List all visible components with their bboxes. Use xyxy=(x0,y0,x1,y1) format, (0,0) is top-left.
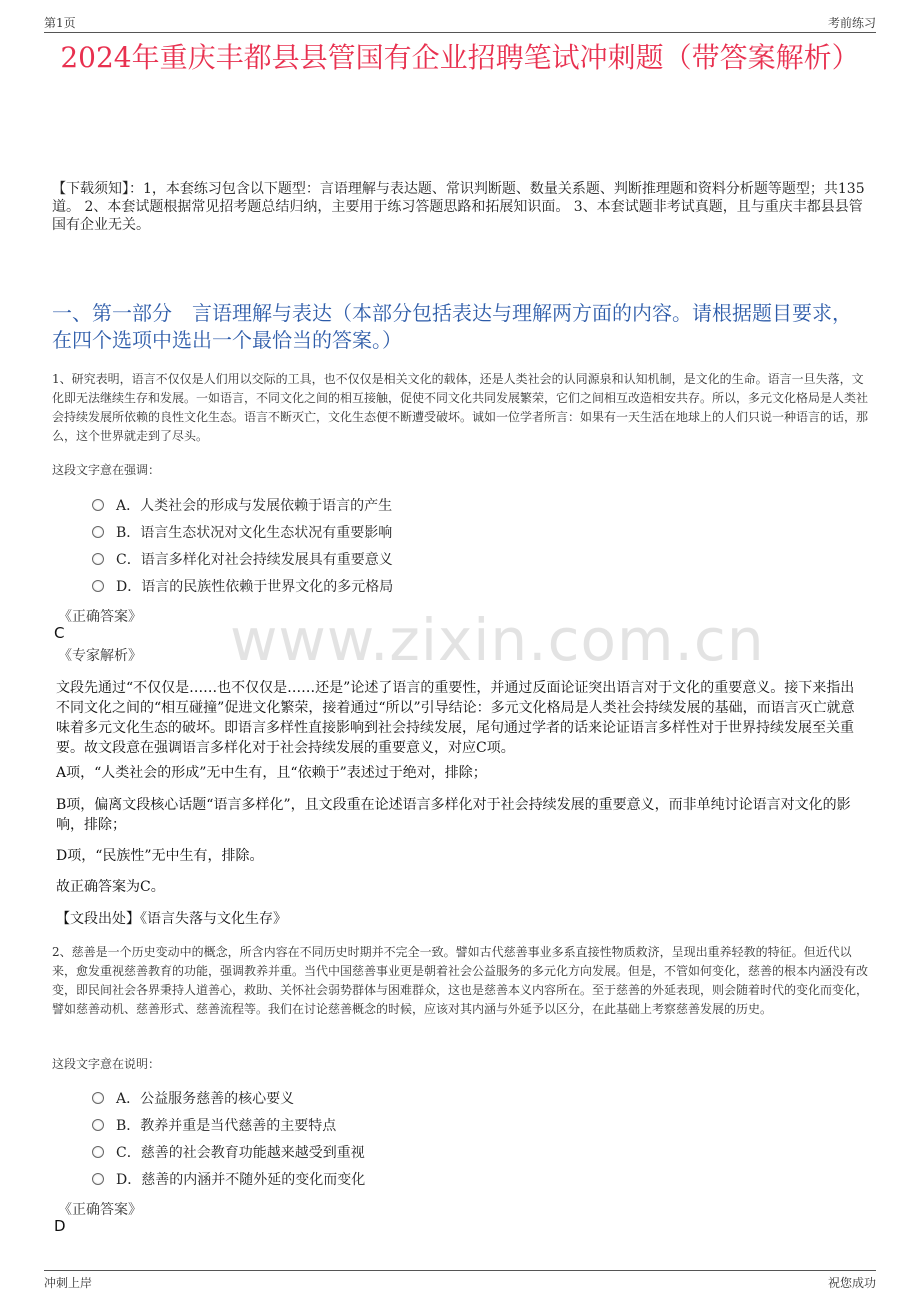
analysis-option-b: B项，偏离文段核心话题“语言多样化”，且文段重在论述语言多样化对于社会持续发展的重要意义，而非单纯讨论语言对文化的影响，排除； xyxy=(56,797,851,833)
section-heading: 一、第一部分 言语理解与表达（本部分包括表达与理解两方面的内容。请根据题目要求，在四个选项中选出一个最恰当的答案。） xyxy=(52,301,852,352)
option-label: D．慈善的内涵并不随外延的变化而变化 xyxy=(116,1172,366,1188)
question-1-answer-label: 《正确答案》 xyxy=(58,609,142,625)
question-1-text: 1、研究表明，语言不仅仅是人们用以交际的工具，也不仅仅是相关文化的载体，还是人类社会的认同源泉和认知机制，是文化的生命。语言一旦失落，文化即无法继续生存和发展。一如语言，不同文化之间的相互接触，促使不同文化共同发展繁荣，它们之间相互改造相安共存。所以，多元文化格局是人类社会持续发展所依赖的良性文化生态。语言不断灭亡，文化生态便不断遭受破坏。诚如一位学者所言：如果有一天生活在地球上的人们只说一种语言的话，那么，这个世界就走到了尽头。 xyxy=(52,372,869,443)
question-1-prompt: 这段文字意在强调： xyxy=(52,463,161,477)
page-footer xyxy=(44,1270,876,1293)
radio-icon[interactable] xyxy=(92,1173,104,1185)
watermark: www.zixin.com.cn xyxy=(230,606,765,674)
radio-icon[interactable] xyxy=(92,1119,104,1131)
page-number: 第1页 xyxy=(44,16,76,30)
option-label: B．教养并重是当代慈善的主要特点 xyxy=(116,1118,337,1134)
analysis-source: 【文段出处】《语言失落与文化生存》 xyxy=(56,911,287,927)
question-1-option-d[interactable] xyxy=(92,578,393,596)
radio-icon[interactable] xyxy=(92,580,104,592)
analysis-paragraph: 文段先通过“不仅仅是……也不仅仅是……还是”论述了语言的重要性，并通过反面论证突出语言对于文化的重要意义。接下来指出不同文化之间的“相互碰撞”促进文化繁荣，接着通过“所以”引导结论：多元文化格局是人类社会持续发展的基础，而语言灭亡就意味着多元文化生态的破坏。即语言多样性直接影响到社会持续发展，尾句通过学者的话来论证语言多样性对于世界持续发展至关重要。故文段意在强调语言多样化对于社会持续发展的重要意义，对应C项。 xyxy=(56,680,855,756)
question-2-option-c[interactable] xyxy=(92,1144,365,1162)
question-1-answer: C xyxy=(54,624,65,642)
footer-right: 祝您成功 xyxy=(827,1276,876,1290)
question-2-prompt: 这段文字意在说明： xyxy=(52,1057,161,1071)
option-label: D．语言的民族性依赖于世界文化的多元格局 xyxy=(116,579,394,595)
question-2-option-b[interactable] xyxy=(92,1117,336,1135)
analysis-option-d: D项，“民族性”无中生有，排除。 xyxy=(56,848,264,864)
question-1-option-b[interactable] xyxy=(92,524,392,542)
question-2-answer: D xyxy=(54,1217,66,1235)
option-label: C．语言多样化对社会持续发展具有重要意义 xyxy=(116,552,393,568)
question-2-answer-label: 《正确答案》 xyxy=(58,1202,142,1218)
footer-left: 冲刺上岸 xyxy=(44,1276,93,1290)
analysis-conclusion: 故正确答案为C。 xyxy=(56,879,165,895)
analysis-option-a: A项，“人类社会的形成”无中生有，且“依赖于”表述过于绝对，排除； xyxy=(56,765,487,781)
radio-icon[interactable] xyxy=(92,553,104,565)
option-label: A．公益服务慈善的核心要义 xyxy=(116,1091,295,1107)
option-label: B．语言生态状况对文化生态状况有重要影响 xyxy=(116,525,393,541)
radio-icon[interactable] xyxy=(92,1146,104,1158)
radio-icon[interactable] xyxy=(92,1092,104,1104)
question-1-analysis-label: 《专家解析》 xyxy=(58,648,142,664)
question-2-option-d[interactable] xyxy=(92,1171,365,1189)
radio-icon[interactable] xyxy=(92,526,104,538)
question-2-option-a[interactable] xyxy=(92,1090,294,1108)
radio-icon[interactable] xyxy=(92,499,104,511)
question-1-option-c[interactable] xyxy=(92,551,393,569)
page-header xyxy=(44,12,876,33)
option-label: C．慈善的社会教育功能越来越受到重视 xyxy=(116,1145,365,1161)
document-title: 2024年重庆丰都县县管国有企业招聘笔试冲刺题（带答案解析） xyxy=(60,41,860,74)
download-notice: 【下载须知】：1，本套练习包含以下题型：言语理解与表达题、常识判断题、数量关系题、判断推理题和资料分析题等题型；共135道。 2、本套试题根据常见招考题总结归纳，主要用于练习答题思路和拓展知识面。 3、本套试题非考试真题，且与重庆丰都县县管国有企业无关。 xyxy=(52,181,865,233)
question-2-text: 2、慈善是一个历史变动中的概念，所含内容在不同历史时期并不完全一致。譬如古代慈善事业多系直接性物质救济，呈现出重养轻教的特征。但近代以来，愈发重视慈善教育的功能，强调教养并重。当代中国慈善事业更是朝着社会公益服务的多元化方向发展。但是，不管如何变化，慈善的根本内涵没有改变，即民间社会各界秉持人道善心，救助、关怀社会弱势群体与困难群众，这也是慈善本义内容所在。至于慈善的外延表现，则会随着时代的变化而变化，譬如慈善动机、慈善形式、慈善流程等。我们在讨论慈善概念的时候，应该对其内涵与外延予以区分，在此基础上考察慈善发展的历史。 xyxy=(52,945,869,1016)
header-tag: 考前练习 xyxy=(827,16,876,30)
option-label: A．人类社会的形成与发展依赖于语言的产生 xyxy=(116,498,393,514)
question-1-option-a[interactable] xyxy=(92,497,392,515)
